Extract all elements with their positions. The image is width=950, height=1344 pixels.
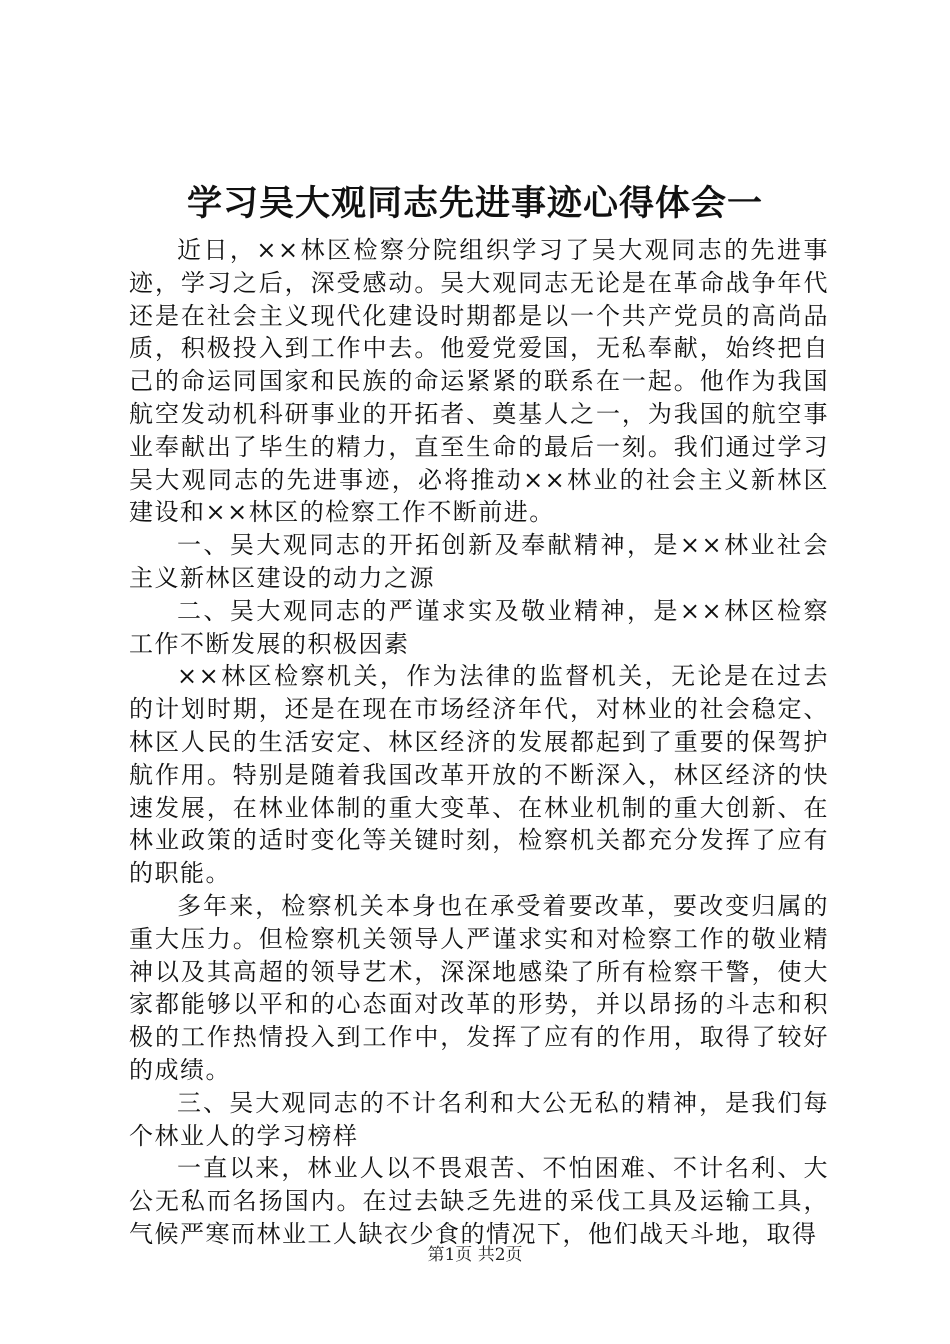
document-body xyxy=(129,234,829,1254)
paragraph-heading-one: 一、吴大观同志的开拓创新及奉献精神，是××林业社会主义新林区建设的动力之源 xyxy=(129,531,829,592)
paragraph-heading-two: 二、吴大观同志的严谨求实及敬业精神，是××林区检察工作不断发展的积极因素 xyxy=(129,596,829,658)
paragraph-reform: 多年来，检察机关本身也在承受着要改革，要改变归属的重大压力。但检察机关领导人严谨求实和对检察工作的敬业精神以及其高超的领导艺术，深深地感染了所有检察干警，使大家都能够以平和的心态面对改革的形势，并以昂扬的斗志和积极的工作热情投入到工作中，发挥了应有的作用，取得了较好的成绩。 xyxy=(129,891,829,1084)
paragraph-forestry-workers: 一直以来，林业人以不畏艰苦、不怕困难、不计名利、大公无私而名扬国内。在过去缺乏先进的采伐工具及运输工具，气候严寒而林业工人缺衣少食的情况下，他们战天斗地，取得 xyxy=(129,1154,829,1248)
paragraph-heading-three: 三、吴大观同志的不计名利和大公无私的精神，是我们每个林业人的学习榜样 xyxy=(129,1088,829,1150)
page-number-footer: 第1页 共2页 xyxy=(427,1245,523,1265)
paragraph-procuratorate: ××林区检察机关，作为法律的监督机关，无论是在过去的计划时期，还是在现在市场经济年代，对林业的社会稳定、林区人民的生活安定、林区经济的发展都起到了重要的保驾护航作用。特别是随着我国改革开放的不断深入，林区经济的快速发展，在林业体制的重大变革、在林业机制的重大创新、在林业政策的适时变化等关键时刻，检察机关都充分发挥了应有的职能。 xyxy=(129,662,829,888)
paragraph-intro: 近日，××林区检察分院组织学习了吴大观同志的先进事迹，学习之后，深受感动。吴大观同志无论是在革命战争年代还是在社会主义现代化建设时期都是以一个共产党员的高尚品质，积极投入到工作中去。他爱党爱国，无私奉献，始终把自己的命运同国家和民族的命运紧紧的联系在一起。他作为我国航空发动机科研事业的开拓者、奠基人之一，为我国的航空事业奉献出了毕生的精力，直至生命的最后一刻。我们通过学习吴大观同志的先进事迹，必将推动××林业的社会主义新林区建设和××林区的检察工作不断前进。 xyxy=(129,236,829,527)
document-title: 学习吴大观同志先进事迹心得体会一 xyxy=(186,183,763,224)
